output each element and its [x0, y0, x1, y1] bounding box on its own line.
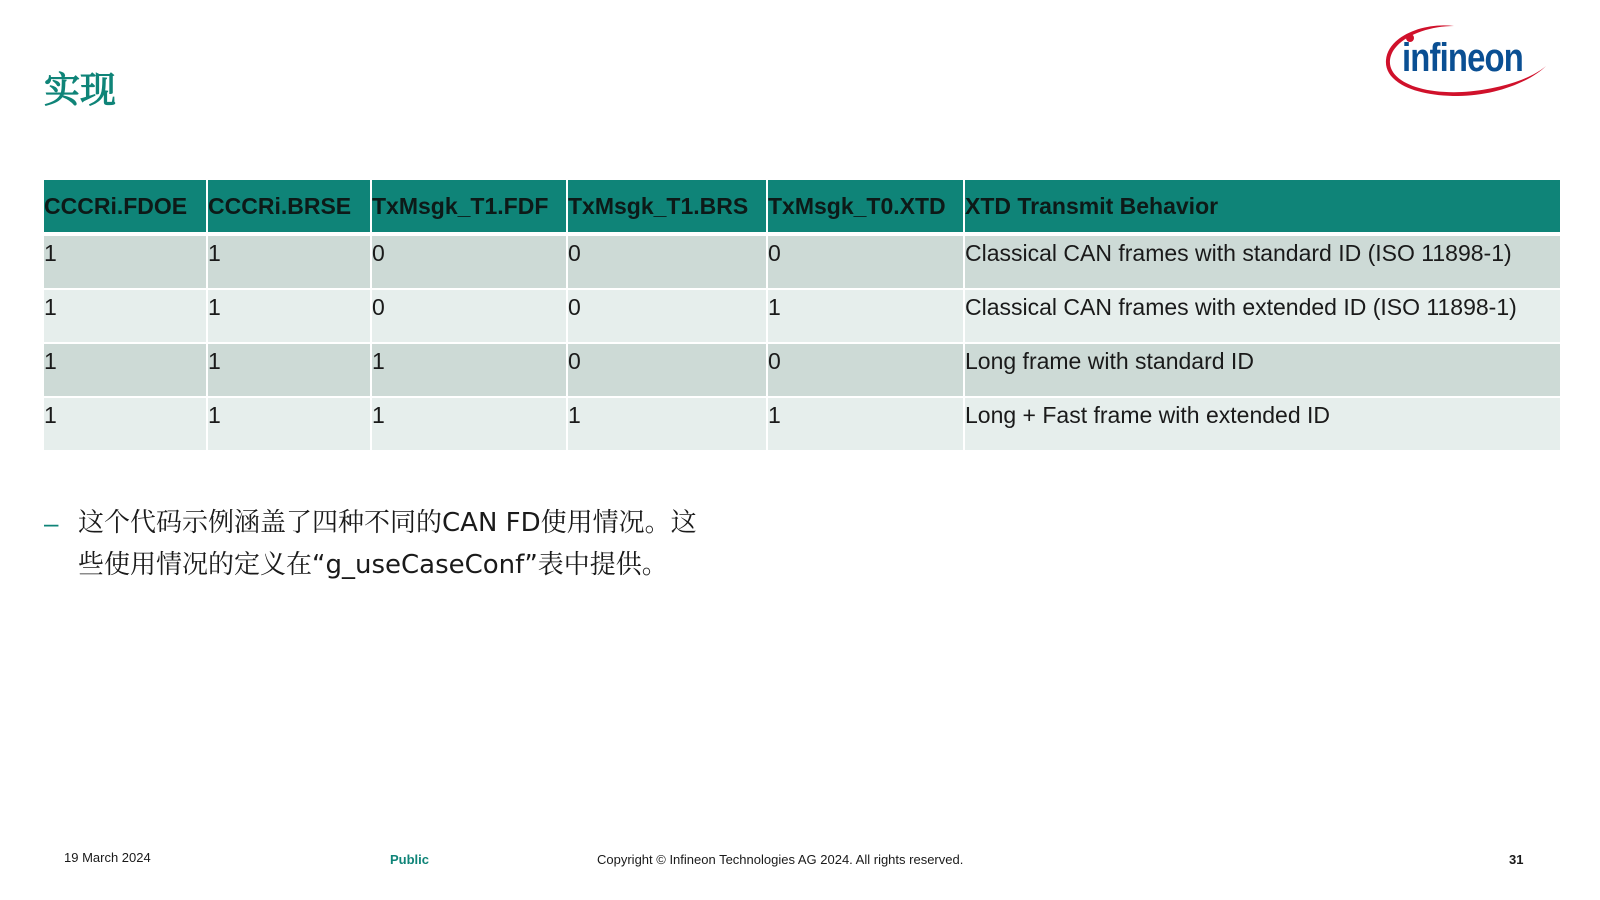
- table-cell: 1: [207, 343, 371, 397]
- infineon-logo: [1384, 22, 1548, 100]
- column-header-brse: CCCRi.BRSE: [207, 180, 371, 234]
- can-fd-behavior-table: [44, 180, 1560, 452]
- bullet-line-2: 些使用情况的定义在“g_useCaseConf”表中提供。: [78, 550, 668, 580]
- table-cell: 1: [207, 397, 371, 451]
- column-header-behavior: XTD Transmit Behavior: [964, 180, 1560, 234]
- table-cell: 1: [44, 343, 207, 397]
- table-cell: 0: [371, 234, 567, 289]
- table-row: [44, 343, 1560, 397]
- page-number: 31: [1509, 852, 1524, 867]
- bullet-text: [78, 502, 804, 586]
- table-row: [44, 397, 1560, 451]
- table-cell: 0: [767, 343, 964, 397]
- logo-wordmark: infineon: [1402, 36, 1523, 80]
- bullet-line-1: 这个代码示例涵盖了四种不同的CAN FD使用情况。这: [78, 508, 697, 538]
- table-cell: 0: [371, 289, 567, 343]
- table-cell: 1: [767, 397, 964, 451]
- footer-date: 19 March 2024: [64, 850, 151, 865]
- table-cell: Long frame with standard ID: [964, 343, 1560, 397]
- table-cell: 0: [767, 234, 964, 289]
- column-header-fdf: TxMsgk_T1.FDF: [371, 180, 567, 234]
- table-header-row: [44, 180, 1560, 234]
- table-cell: 1: [207, 289, 371, 343]
- column-header-brs: TxMsgk_T1.BRS: [567, 180, 767, 234]
- table-cell: Classical CAN frames with standard ID (ISO 11898-1): [964, 234, 1560, 289]
- table-cell: 0: [567, 343, 767, 397]
- column-header-fdoe: CCCRi.FDOE: [44, 180, 207, 234]
- table-cell: 1: [371, 343, 567, 397]
- table-cell: Long + Fast frame with extended ID: [964, 397, 1560, 451]
- slide-title: 实现: [44, 70, 117, 111]
- table-cell: 1: [567, 397, 767, 451]
- table-cell: 1: [371, 397, 567, 451]
- table-cell: 1: [44, 289, 207, 343]
- column-header-xtd: TxMsgk_T0.XTD: [767, 180, 964, 234]
- table-cell: 1: [44, 234, 207, 289]
- table-cell: 0: [567, 289, 767, 343]
- table-row: [44, 234, 1560, 289]
- table-cell: 1: [767, 289, 964, 343]
- footer-copyright: Copyright © Infineon Technologies AG 2024. All rights reserved.: [597, 852, 964, 867]
- table-cell: 1: [207, 234, 371, 289]
- footer-classification: Public: [390, 852, 430, 867]
- table-cell: 1: [44, 397, 207, 451]
- bullet-item: [44, 502, 804, 586]
- bullet-dash: –: [44, 508, 59, 538]
- table-cell: Classical CAN frames with extended ID (ISO 11898-1): [964, 289, 1560, 343]
- table-row: [44, 289, 1560, 343]
- table-cell: 0: [567, 234, 767, 289]
